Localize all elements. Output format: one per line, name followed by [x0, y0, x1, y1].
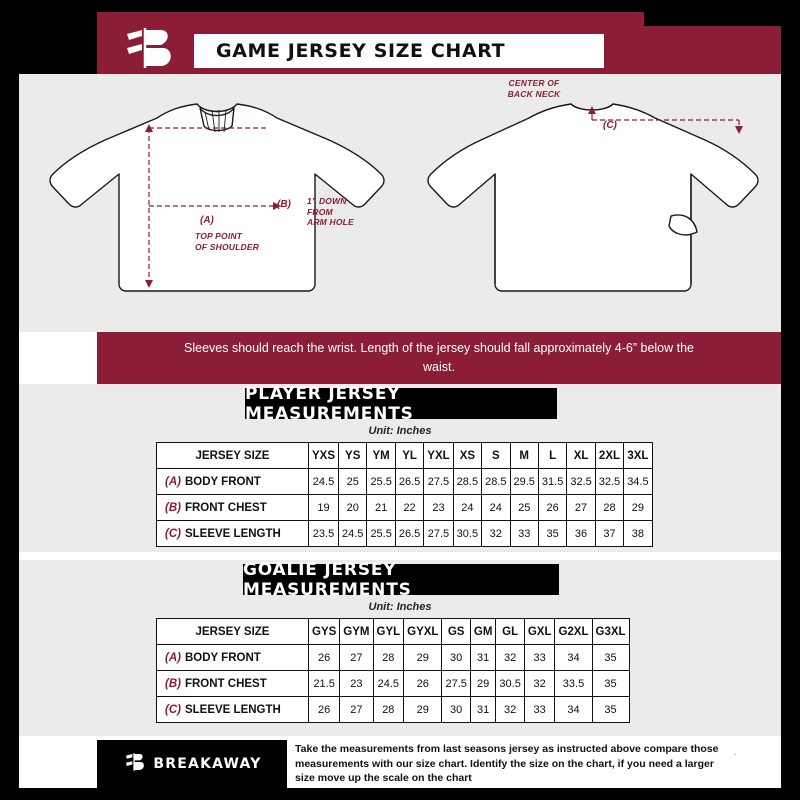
table-column-header: GYL [373, 619, 404, 645]
table-column-header: GYS [309, 619, 340, 645]
table-cell: 24 [482, 495, 510, 521]
table-column-header: XS [453, 443, 481, 469]
player-unit-label: Unit: Inches [368, 425, 432, 437]
player-measurements-table [156, 442, 653, 547]
table-cell: 33.5 [555, 671, 592, 697]
table-cell: 27 [340, 697, 373, 723]
table-column-header: YXL [424, 443, 453, 469]
table-cell: 32.5 [595, 469, 623, 495]
table-size-header: JERSEY SIZE [157, 619, 309, 645]
table-cell: 27.5 [442, 671, 470, 697]
table-row-label: (A) BODY FRONT [157, 645, 309, 671]
table-cell: 28.5 [453, 469, 481, 495]
table-cell: 34.5 [624, 469, 652, 495]
table-cell: 32 [496, 697, 524, 723]
table-column-header: GXL [524, 619, 555, 645]
table-cell: 26 [309, 645, 340, 671]
goalie-section-heading-text: GOALIE JERSEY MEASUREMENTS [243, 559, 412, 600]
annotation-b-letter: (B) [277, 199, 291, 210]
table-cell: 24.5 [373, 671, 404, 697]
table-cell: 29.5 [510, 469, 538, 495]
table-column-header: GM [470, 619, 496, 645]
note-band-left-spacer [19, 332, 97, 384]
table-cell: 21.5 [309, 671, 340, 697]
table-cell: 24.5 [309, 469, 339, 495]
player-section-heading [245, 383, 557, 424]
footer-brand-block [97, 740, 287, 788]
table-row [157, 645, 630, 671]
note-band-text: Sleeves should reach the wrist. Length of the jersey should fall approximately 4-6” below the waist. [184, 341, 695, 374]
table-cell: 21 [367, 495, 395, 521]
table-cell: 25.5 [367, 469, 395, 495]
table-cell: 19 [309, 495, 339, 521]
table-cell: 29 [470, 671, 496, 697]
table-column-header: G2XL [555, 619, 592, 645]
table-cell: 23 [424, 495, 453, 521]
table-cell: 35 [592, 671, 629, 697]
table-cell: 32 [496, 645, 524, 671]
table-cell: 23 [340, 671, 373, 697]
table-cell: 35 [592, 645, 629, 671]
table-cell: 33 [510, 521, 538, 547]
table-column-header: GYM [340, 619, 373, 645]
table-row [157, 671, 630, 697]
table-column-header: M [510, 443, 538, 469]
note-band [97, 332, 781, 384]
measurement-tag: (B) [165, 501, 181, 514]
table-cell: 27 [340, 645, 373, 671]
table-cell: 38 [624, 521, 652, 547]
table-column-header: YM [367, 443, 395, 469]
measurement-tag: (C) [165, 703, 181, 716]
table-cell: 27.5 [424, 469, 453, 495]
table-column-header: GYXL [404, 619, 442, 645]
annotation-c-letter: (C) [603, 120, 617, 131]
table-cell: 28 [595, 495, 623, 521]
annotation-a-letter: (A) [200, 215, 214, 226]
table-size-header: JERSEY SIZE [157, 443, 309, 469]
table-row-label: (B) FRONT CHEST [157, 495, 309, 521]
table-column-header: XL [567, 443, 595, 469]
table-column-header: G3XL [592, 619, 629, 645]
table-cell: 26 [538, 495, 566, 521]
table-row [157, 697, 630, 723]
table-cell: 26.5 [395, 521, 423, 547]
footer-brand-name: BREAKAWAY [153, 756, 262, 772]
table-cell: 31.5 [538, 469, 566, 495]
table-cell: 30.5 [453, 521, 481, 547]
table-row-label: (C) SLEEVE LENGTH [157, 521, 309, 547]
table-cell: 25 [510, 495, 538, 521]
goalie-unit-label: Unit: Inches [368, 601, 432, 613]
table-row-label: (A) BODY FRONT [157, 469, 309, 495]
table-row [157, 521, 653, 547]
table-cell: 31 [470, 645, 496, 671]
player-section-heading-text: PLAYER JERSEY MEASUREMENTS [245, 383, 414, 424]
table-cell: 30 [442, 697, 470, 723]
goalie-measurements-table [156, 618, 630, 723]
table-cell: 24 [453, 495, 481, 521]
table-row-label: (C) SLEEVE LENGTH [157, 697, 309, 723]
annotation-c-text: CENTER OF BACK NECK [507, 78, 561, 99]
table-cell: 22 [395, 495, 423, 521]
table-column-header: YXS [309, 443, 339, 469]
table-cell: 30.5 [496, 671, 524, 697]
header-left-block [19, 12, 97, 74]
page-title: GAME JERSEY SIZE CHART [216, 40, 506, 62]
header-right-block [644, 12, 781, 26]
footer-instructions: Take the measurements from last seasons jersey as instructed above compare those measurements with our size chart. Identify the size on the chart, if you need a larger size move up the scale on the chart [295, 743, 719, 784]
annotation-b-text: 1” DOWN FROM ARM HOLE [307, 196, 354, 227]
table-cell: 26.5 [395, 469, 423, 495]
page-title-box [194, 34, 604, 68]
table-cell: 28.5 [482, 469, 510, 495]
table-row-label: (B) FRONT CHEST [157, 671, 309, 697]
size-chart-sheet [19, 12, 781, 788]
table-column-header: S [482, 443, 510, 469]
table-column-header: YS [339, 443, 367, 469]
goalie-section-heading [243, 559, 559, 600]
table-cell: 29 [404, 697, 442, 723]
breakaway-b-logo-icon [122, 751, 146, 778]
table-cell: 29 [404, 645, 442, 671]
measurement-tag: (C) [165, 527, 181, 540]
table-cell: 26 [404, 671, 442, 697]
table-column-header: YL [395, 443, 423, 469]
table-cell: 28 [373, 697, 404, 723]
table-cell: 27 [567, 495, 595, 521]
table-cell: 34 [555, 645, 592, 671]
table-cell: 28 [373, 645, 404, 671]
table-cell: 34 [555, 697, 592, 723]
table-cell: 36 [567, 521, 595, 547]
table-cell: 25.5 [367, 521, 395, 547]
table-cell: 20 [339, 495, 367, 521]
footer-corner-mark: ’ [734, 752, 736, 762]
table-cell: 33 [524, 645, 555, 671]
annotation-a-text: TOP POINT OF SHOULDER [195, 231, 260, 252]
table-cell: 32.5 [567, 469, 595, 495]
table-cell: 23.5 [309, 521, 339, 547]
table-row [157, 495, 653, 521]
table-cell: 26 [309, 697, 340, 723]
table-cell: 24.5 [339, 521, 367, 547]
table-cell: 25 [339, 469, 367, 495]
table-cell: 35 [592, 697, 629, 723]
breakaway-b-logo-icon [115, 26, 179, 70]
table-cell: 27.5 [424, 521, 453, 547]
table-column-header: GS [442, 619, 470, 645]
table-cell: 37 [595, 521, 623, 547]
table-column-header: L [538, 443, 566, 469]
table-cell: 31 [470, 697, 496, 723]
table-cell: 33 [524, 697, 555, 723]
measurement-tag: (A) [165, 475, 181, 488]
table-cell: 29 [624, 495, 652, 521]
table-column-header: 2XL [595, 443, 623, 469]
measurement-tag: (A) [165, 651, 181, 664]
table-column-header: GL [496, 619, 524, 645]
table-cell: 32 [524, 671, 555, 697]
table-column-header: 3XL [624, 443, 652, 469]
measurement-tag: (B) [165, 677, 181, 690]
table-cell: 35 [538, 521, 566, 547]
table-row [157, 469, 653, 495]
jersey-back-illustration [409, 88, 769, 323]
table-cell: 30 [442, 645, 470, 671]
table-cell: 32 [482, 521, 510, 547]
jersey-illustration-panel [19, 74, 781, 332]
